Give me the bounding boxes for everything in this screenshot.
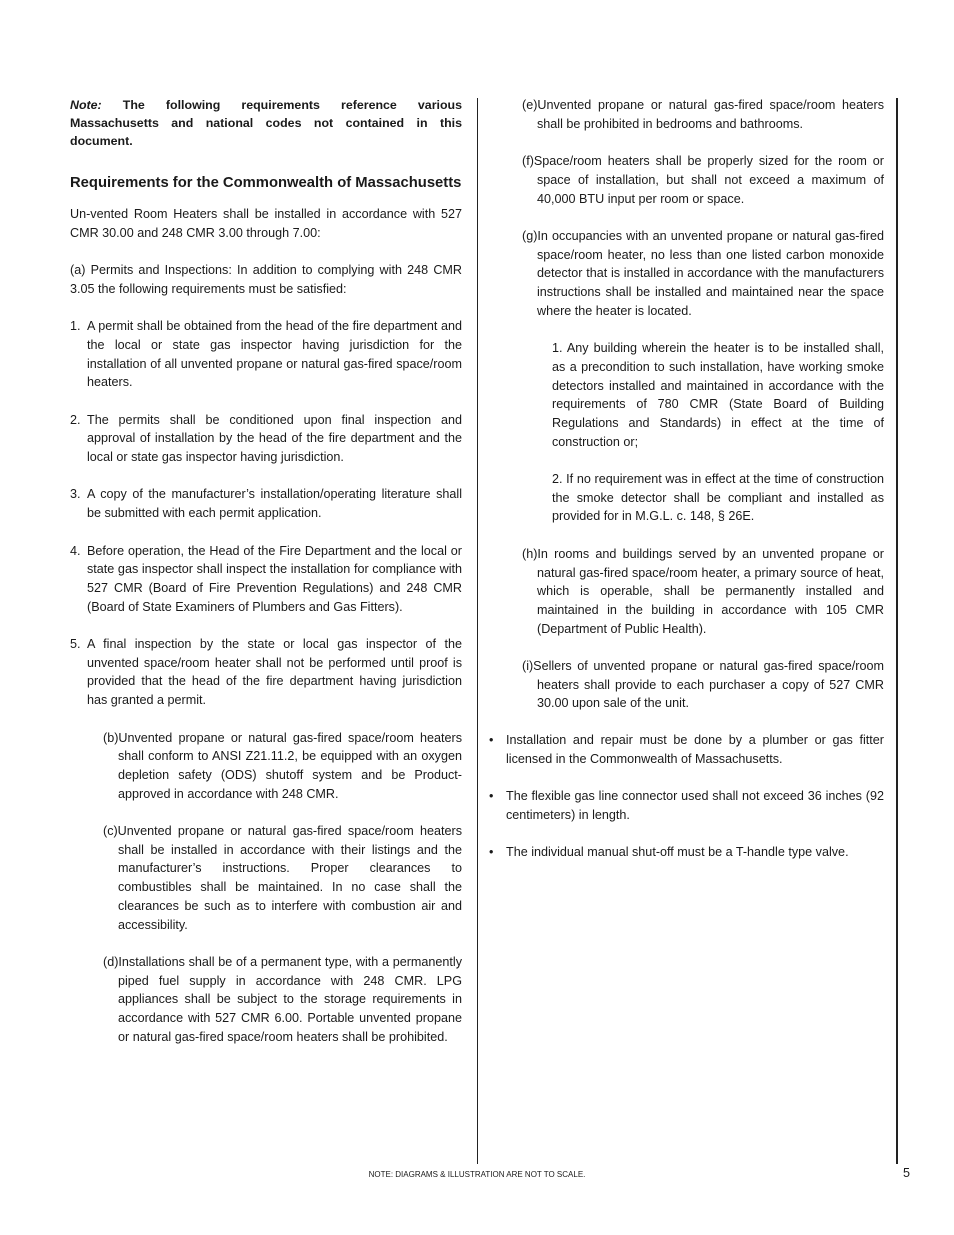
right-column bbox=[522, 96, 884, 713]
subsection-c: (c)Unvented propane or natural gas-fired space/room heaters shall be installed in accordance with their listings and the manufacturer’s instructions. Proper clearances to combustibles shall be maintained. In no case shall the clearances be such as to interfere with combustion air and accessibility. bbox=[103, 824, 462, 932]
section-heading: Requirements for the Commonwealth of Massachusetts bbox=[70, 175, 462, 191]
subsection-e: (e)Unvented propane or natural gas-fired space/room heaters shall be prohibited in bedrooms and bathrooms. bbox=[522, 98, 884, 131]
list-item bbox=[70, 635, 462, 710]
list-text: A copy of the manufacturer’s installation/operating literature shall be submitted with each permit application. bbox=[87, 487, 462, 521]
bullet-text: Installation and repair must be done by a plumber or gas fitter licensed in the Commonwealth of Massachusetts. bbox=[506, 733, 884, 766]
bullet-list bbox=[489, 731, 884, 862]
permits-paragraph: (a) Permits and Inspections: In addition to complying with 248 CMR 3.05 the following requirements must be satisfied: bbox=[70, 263, 462, 296]
bullet-item bbox=[489, 843, 884, 862]
list-number: 2. bbox=[70, 412, 81, 427]
list-text: Before operation, the Head of the Fire Department and the local or state gas inspector shall inspect the installation for compliance with 527 CMR (Board of Fire Prevention Regulations) and 248 CMR (Board of State Examiners of Plumbers and Gas Fitters). bbox=[87, 543, 462, 614]
column-divider bbox=[477, 98, 478, 1164]
list-item bbox=[70, 542, 462, 617]
list-number: 5. bbox=[70, 637, 81, 652]
subsection-h: (h)In rooms and buildings served by an unvented propane or natural gas-fired space/room heater, a primary source of heat, which is operable, shall be permanently installed and maintained in the building in accordance with 105 CMR (Department of Public Health). bbox=[522, 546, 884, 636]
footer-note: NOTE: DIAGRAMS & ILLUSTRATION ARE NOT TO SCALE. bbox=[368, 1170, 586, 1179]
list-number: 4. bbox=[70, 543, 81, 558]
subsection-i: (i)Sellers of unvented propane or natural gas-fired space/room heaters shall provide to each purchaser a copy of 527 CMR 30.00 upon sale of the unit. bbox=[522, 659, 884, 711]
subsection-f: (f)Space/room heaters shall be properly sized for the room or space of installation, but shall not exceed a maximum of 40,000 BTU input per room or space. bbox=[522, 154, 884, 206]
note-label: Note: bbox=[70, 98, 102, 112]
list-number: 1. bbox=[70, 319, 81, 334]
list-item bbox=[70, 485, 462, 522]
bullet-icon: • bbox=[489, 789, 494, 804]
subsection-g-1: 1. Any building wherein the heater is to be installed shall, as a precondition to such installation, have working smoke detectors installed and maintained in accordance with the requirements of 780 CMR (State Board of Building Regulations and Standards) in effect at the time of construction or; bbox=[552, 341, 884, 449]
list-text: A final inspection by the state or local gas inspector of the unvented space/room heater shall not be performed until proof is provided that the head of the fire department having jurisdiction has granted a permit. bbox=[87, 637, 462, 708]
list-item bbox=[70, 317, 462, 392]
bullet-icon: • bbox=[489, 733, 494, 747]
subsection-b: (b)Unvented propane or natural gas-fired space/room heaters shall conform to ANSI Z21.11.2, be equipped with an oxygen depletion safety (ODS) shutoff system and be Product-approved in accordance with 248 CMR. bbox=[103, 730, 462, 801]
bullet-text: The flexible gas line connector used shall not exceed 36 inches (92 centimeters) in length. bbox=[506, 789, 884, 822]
list-number: 3. bbox=[70, 487, 81, 502]
intro-paragraph: Un-vented Room Heaters shall be installed in accordance with 527 CMR 30.00 and 248 CMR 3.00 through 7.00: bbox=[70, 207, 462, 240]
subsection-g-2: 2. If no requirement was in effect at the time of construction the smoke detector shall be compliant and installed as provided for in M.G.L. c. 148, § 26E. bbox=[552, 472, 884, 524]
list-text: A permit shall be obtained from the head of the fire department and the local or state gas inspector having jurisdiction for the installation of all unvented propane or natural gas-fired space/room heaters. bbox=[87, 319, 462, 390]
note-paragraph bbox=[70, 96, 462, 150]
bullet-item bbox=[489, 731, 884, 768]
page-number: 5 bbox=[903, 1166, 911, 1180]
left-column bbox=[70, 96, 462, 1047]
list-item bbox=[70, 411, 462, 467]
subsection-g: (g)In occupancies with an unvented propane or natural gas-fired space/room heater, no less than one listed carbon monoxide detector that is installed in accordance with the manufacturers instructions shall be installed and maintained near the space where the heater is located. bbox=[522, 228, 884, 318]
list-text: The permits shall be conditioned upon final inspection and approval of installation by the head of the fire department and the local or state gas inspector having jurisdiction. bbox=[87, 412, 462, 465]
bullet-text: The individual manual shut-off must be a T-handle type valve. bbox=[506, 845, 849, 860]
bullet-icon: • bbox=[489, 845, 494, 860]
note-text: The following requirements reference various Massachusetts and national codes not contained in this document. bbox=[70, 98, 462, 148]
bullet-item bbox=[489, 787, 884, 824]
right-margin-rule bbox=[896, 98, 898, 1164]
subsection-d: (d)Installations shall be of a permanent type, with a permanently piped fuel supply in accordance with 248 CMR. LPG appliances shall be subject to the storage requirements in accordance with 527 CMR 6.00. Portable unvented propane or natural gas-fired space/room heaters shall be prohibited. bbox=[103, 954, 462, 1044]
